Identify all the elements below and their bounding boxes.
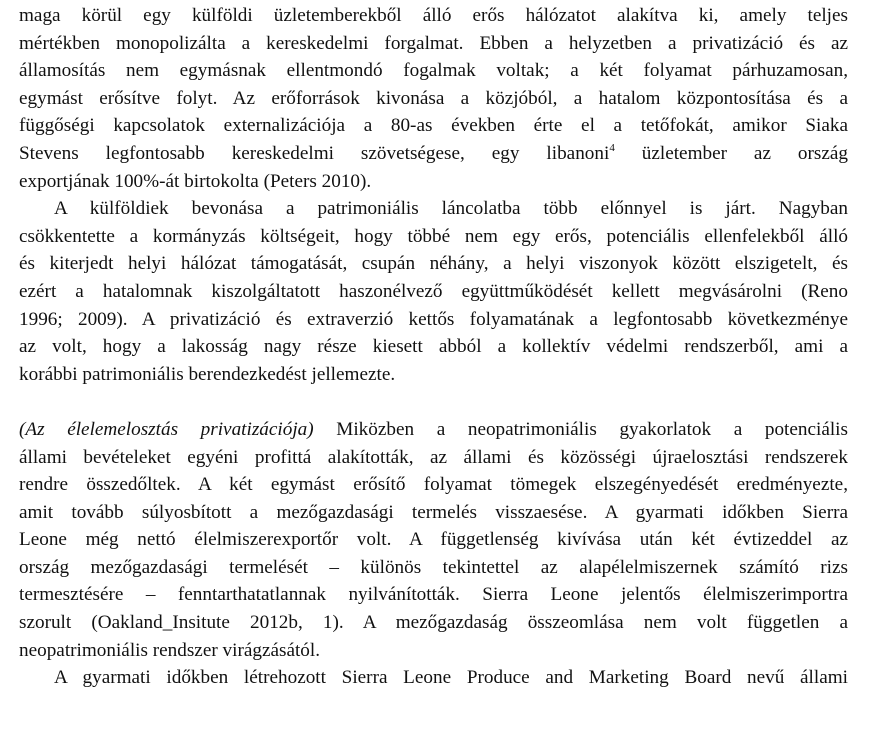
- text-line: neopatrimoniális rendszer virágzásától.: [19, 639, 321, 661]
- text-segment: Stevens legfontosabb kereskedelmi szövetségese, egy libanoni: [19, 142, 610, 164]
- paragraph-4: [19, 664, 848, 692]
- text-line: 1996; 2009). A privatizáció és extraverzió kettős folyamatának a legfontosabb következménye: [19, 308, 848, 330]
- footnote-marker[interactable]: 4: [609, 141, 615, 154]
- text-line: mértékben monopolizálta a kereskedelmi forgalmat. Ebben a helyzetben a privatizáció és az: [19, 32, 848, 54]
- text-line: szorult (Oakland_Insitute 2012b, 1). A mezőgazdaság összeomlása nem volt független a: [19, 612, 848, 634]
- text-line: az volt, hogy a lakosság nagy része kiesett abból a kollektív védelmi rendszerből, ami a: [19, 336, 848, 358]
- text-line: és kiterjedt helyi hálózat támogatását, csupán néhány, a helyi viszonyok között elszigetelt, és: [19, 253, 848, 275]
- paragraph-1: [19, 2, 848, 195]
- text-line: exportjának 100%-át birtokolta (Peters 2010).: [19, 170, 372, 192]
- text-line: termesztésére – fenntarthatatlannak nyilvánították. Sierra Leone jelentős élelmiszerimportra: [19, 584, 848, 606]
- text-line: A külföldiek bevonása a patrimoniális láncolatba több előnnyel is járt. Nagyban: [54, 198, 848, 220]
- text-line: Leone még nettó élelmiszerexportőr volt. A függetlenség kivívása után két évtizeddel az: [19, 529, 848, 551]
- section-heading: (Az élelemelosztás privatizációja): [19, 418, 314, 440]
- paragraph-gap: [19, 388, 848, 416]
- text-line: államosítás nem egymásnak ellentmondó fogalmak voltak; a két folyamat párhuzamosan,: [19, 60, 848, 82]
- text-line: rendre összedőltek. A két egymást erősítő folyamat tömegek elszegényedését eredményezte,: [19, 474, 848, 496]
- text-line: ország mezőgazdasági termelését – különös tekintettel az alapélelmiszernek számító rizs: [19, 556, 848, 578]
- text-line: függőségi kapcsolatok externalizációja a 80-as években érte el a tetőfokát, amikor Siaka: [19, 115, 848, 137]
- text-line: egymást erősítve folyt. Az erőforrások kivonása a közjóból, a hatalom központosítása és a: [19, 87, 848, 109]
- paragraph-3: [19, 416, 848, 664]
- document-page: [19, 2, 848, 692]
- text-line: maga körül egy külföldi üzletemberekből álló erős hálózatot alakítva ki, amely teljes: [19, 5, 848, 26]
- text-line: korábbi patrimoniális berendezkedést jellemezte.: [19, 363, 396, 385]
- text-line: [19, 416, 848, 444]
- text-line: ezért a hatalomnak kiszolgáltatott haszonélvező együttműködését kellett megvásárolni (Reno: [19, 280, 848, 302]
- paragraph-2: [19, 195, 848, 388]
- text-line: állami bevételeket egyéni profittá alakították, az állami és közösségi újraelosztási rendszerek: [19, 446, 848, 468]
- text-segment: Miközben a neopatrimoniális gyakorlatok a potenciális: [313, 418, 848, 440]
- text-line: csökkentette a kormányzás költségeit, hogy többé nem egy erős, potenciális ellenfelekből álló: [19, 225, 848, 247]
- text-segment: üzletember az ország: [614, 142, 848, 164]
- text-line: A gyarmati időkben létrehozott Sierra Leone Produce and Marketing Board nevű állami: [54, 667, 848, 689]
- text-line: [19, 140, 848, 168]
- text-line: amit tovább súlyosbított a mezőgazdasági termelés visszaesése. A gyarmati időkben Sierra: [19, 501, 848, 523]
